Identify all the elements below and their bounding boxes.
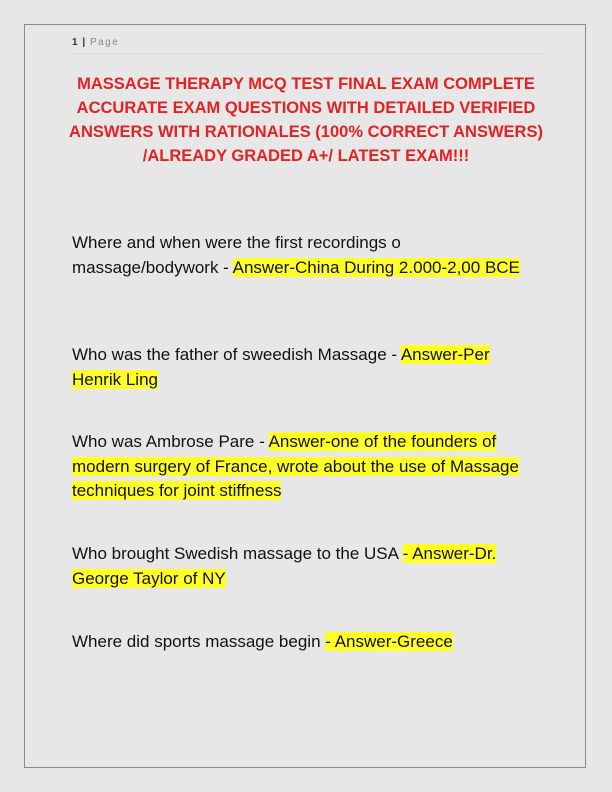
page-label: Page: [89, 37, 120, 48]
qa-item-3: [72, 430, 538, 504]
page-header: [72, 37, 542, 54]
answer-text: Answer-China During 2.000-2,00 BCE: [232, 257, 520, 277]
question-text: Where did sports massage begin: [72, 632, 326, 651]
question-text: Who brought Swedish massage to the USA: [72, 544, 403, 563]
document-title: MASSAGE THERAPY MCQ TEST FINAL EXAM COMPLETE ACCURATE EXAM QUESTIONS WITH DETAILED VERIFIED ANSWERS WITH RATIONALES (100% CORRECT ANSWERS) /ALREADY GRADED A+/ LATEST EXAM!!!: [69, 75, 543, 165]
answer-text: - Answer-Greece: [325, 632, 453, 651]
answer-text: Answer-one of the founders of modern surgery of France, wrote about the use of Massage techniques for joint stiffness: [72, 432, 519, 500]
header-separator: |: [82, 37, 86, 48]
qa-item-5: [72, 630, 538, 655]
qa-item-4: [72, 542, 538, 591]
page-number: 1: [72, 37, 78, 48]
answer-text: - Answer-Dr. George Taylor of NY: [72, 544, 497, 588]
question-text: Who was Ambrose Pare -: [72, 432, 269, 451]
qa-item-2: [72, 343, 538, 392]
question-text: Who was the father of sweedish Massage -: [72, 345, 401, 364]
question-text: Where and when were the first recordings o massage/bodywork -: [72, 233, 401, 277]
qa-item-1: [72, 231, 538, 280]
answer-text: Answer-Per Henrik Ling: [72, 345, 490, 389]
